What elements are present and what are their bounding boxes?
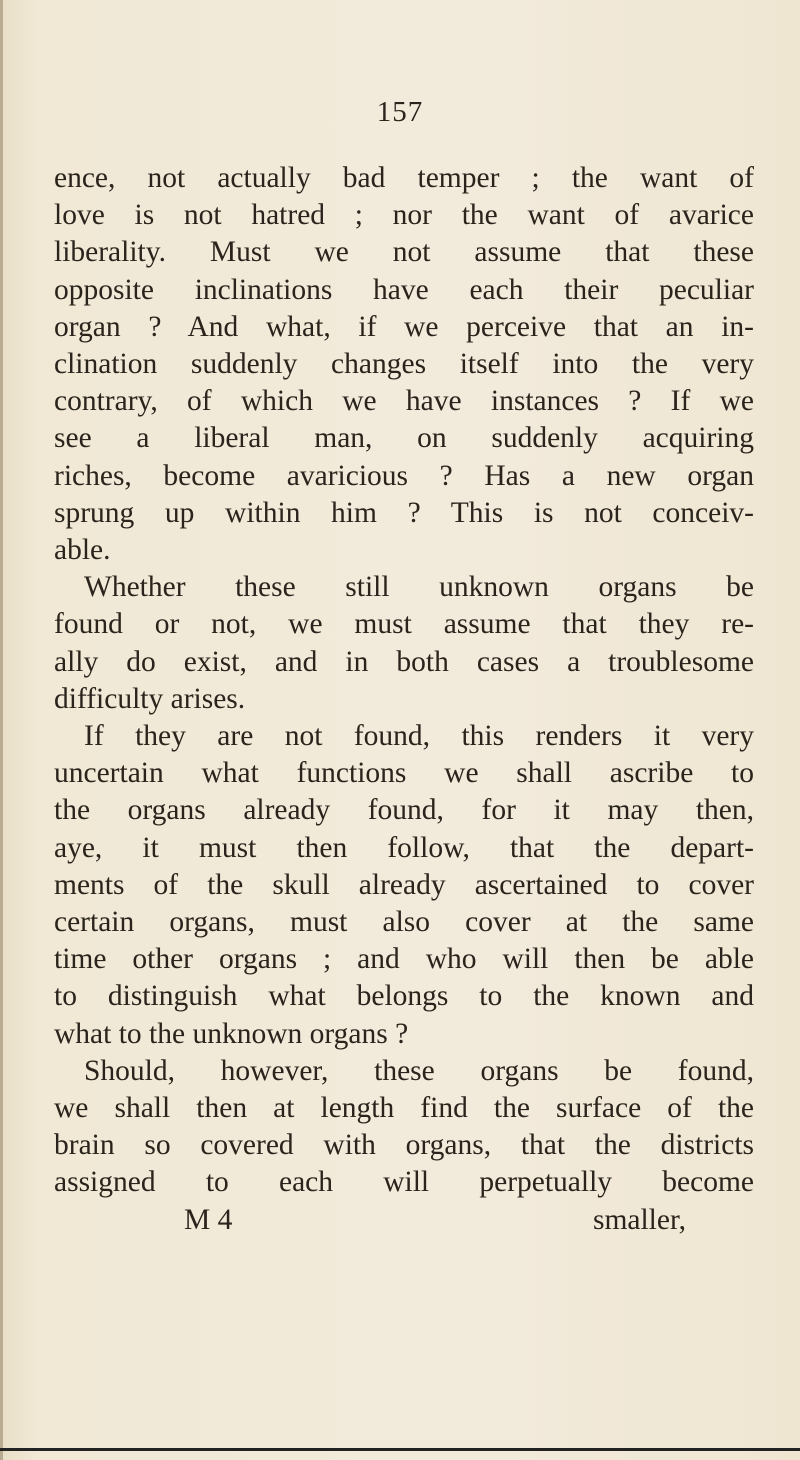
text-line: opposite inclinations have each their peculiar bbox=[54, 273, 754, 306]
text-line: riches, become avaricious ? Has a new organ bbox=[54, 459, 754, 492]
text-line: time other organs ; and who will then be able bbox=[54, 943, 754, 976]
text-line: able. bbox=[54, 534, 111, 567]
text-line: ally do exist, and in both cases a troublesome bbox=[54, 645, 754, 678]
text-line: assigned to each will perpetually become bbox=[54, 1166, 754, 1199]
text-line: aye, it must then follow, that the depart- bbox=[54, 831, 754, 864]
text-line: ments of the skull already ascertained to cover bbox=[54, 868, 754, 901]
signature-mark: M 4 bbox=[184, 1203, 233, 1236]
text-line: found or not, we must assume that they re- bbox=[54, 608, 754, 641]
text-line: love is not hatred ; nor the want of avarice bbox=[54, 199, 754, 232]
text-line: sprung up within him ? This is not conceiv- bbox=[54, 496, 754, 529]
text-line: certain organs, must also cover at the same bbox=[54, 906, 754, 939]
bottom-rule bbox=[0, 1448, 800, 1451]
text-line: organ ? And what, if we perceive that an in- bbox=[54, 310, 754, 343]
text-line: what to the unknown organs ? bbox=[54, 1017, 409, 1050]
text-line: If they are not found, this renders it very bbox=[84, 720, 754, 753]
text-line: to distinguish what belongs to the known and bbox=[54, 980, 754, 1013]
text-line: contrary, of which we have instances ? If we bbox=[54, 385, 754, 418]
text-line: liberality. Must we not assume that these bbox=[54, 236, 754, 269]
text-line: see a liberal man, on suddenly acquiring bbox=[54, 422, 754, 455]
text-line: ence, not actually bad temper ; the want of bbox=[54, 162, 754, 194]
text-line: difficulty arises. bbox=[54, 682, 246, 715]
text-line: uncertain what functions we shall ascribe to bbox=[54, 757, 754, 790]
text-line: the organs already found, for it may then, bbox=[54, 794, 754, 827]
text-line: brain so covered with organs, that the districts bbox=[54, 1129, 754, 1162]
text-line: we shall then at length find the surface of the bbox=[54, 1092, 754, 1125]
page-number: 157 bbox=[376, 96, 424, 128]
footer-line bbox=[54, 1202, 754, 1239]
text-line: Should, however, these organs be found, bbox=[84, 1054, 754, 1087]
catchword: smaller, bbox=[592, 1203, 686, 1236]
text-line: clination suddenly changes itself into the very bbox=[54, 348, 754, 381]
page-left-edge bbox=[0, 0, 3, 1460]
text-line: Whether these still unknown organs be bbox=[84, 571, 754, 604]
body-text bbox=[54, 160, 754, 1239]
